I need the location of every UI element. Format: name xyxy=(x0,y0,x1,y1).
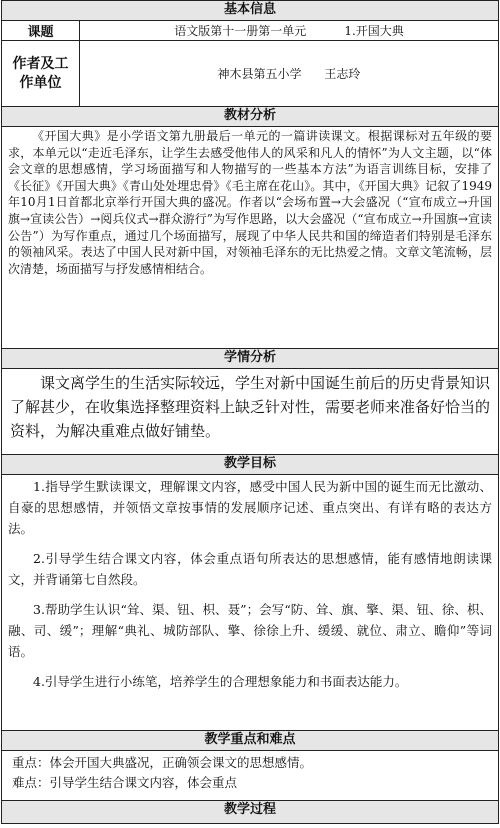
topic-value: 语文版第十一册第一单元 1.开国大典 xyxy=(174,24,404,38)
objective-item-1: 1.指导学生默读课文，理解课文内容，感受中国人民为新中国的诞生而无比激动、自豪的思想感情，并领悟文章按事情的发展顺序记述、重点突出、有详有略的表达方法。 xyxy=(8,479,492,536)
lesson-plan-table xyxy=(1,0,499,824)
author-label: 作者及工作单位 xyxy=(2,41,80,106)
topic-row xyxy=(2,21,498,41)
basic-info-header: 基本信息 xyxy=(2,1,498,21)
objective-item-4: 4.引导学生进行小练笔，培养学生的合理想象能力和书面表达能力。 xyxy=(33,674,408,689)
material-text: 《开国大典》是小学语文第九册最后一单元的一篇讲读课文。根据课标对五年级的要求，本单元以“走近毛泽东，让学生去感受他伟人的风采和凡人的情怀”为人文主题，以“体会文章的思想感情，学习场面描写和人物描写的一些基本方法”为语言训练目标，安排了《长征》《开国大典》《青山处处埋忠骨》《毛主席在花山》。其中，《开国大典》记叙了1949年10月1日首都北京举行开国大典的盛况。作者以“会场布置→大会盛况（“宣布成立→升国旗→宣读公告）→阅兵仪式→群众游行”为写作思路，以大会盛况（“宣布成立→升国旗→宣读公告”）为写作重点，通过几个场面描写，展现了中华人民共和国的缔造者们特别是毛泽东的领袖风采。表达了中国人民对新中国，对领袖毛泽东的无比热爱之情。文章文笔流畅，层次清楚，场面描写与抒发感情相结合。 xyxy=(2,127,498,349)
student-text: 课文离学生的生活实际较远，学生对新中国诞生前后的历史背景知识了解甚少，在收集选择整理资料上缺乏针对性，需要老师来准备好恰当的资料，为解决重难点做好铺垫。 xyxy=(2,369,498,455)
author-value: 神木县第五小学 王志玲 xyxy=(217,67,361,81)
objectives-list xyxy=(2,475,498,731)
keypoints-body xyxy=(2,751,498,801)
objective-item-2: 2.引导学生结合课文内容，体会重点语句所表达的思想感情，能有感情地朗读课文，并背诵第七自然段。 xyxy=(8,551,492,587)
process-header: 教学过程 xyxy=(2,801,498,823)
author-row xyxy=(2,41,498,107)
student-header: 学情分析 xyxy=(2,349,498,369)
keypoints-header: 教学重点和难点 xyxy=(2,731,498,751)
focus-text: 重点：体会开国大典盛况，正确领会课文的思想感情。 xyxy=(12,755,313,770)
topic-label: 课题 xyxy=(2,21,80,40)
difficulty-text: 难点：引导学生结合课文内容，体会重点 xyxy=(12,775,238,790)
objectives-header: 教学目标 xyxy=(2,455,498,475)
material-header: 教材分析 xyxy=(2,107,498,127)
objective-item-3: 3.帮助学生认识“耸、渠、钮、枳、聂”；会写“防、耸、旗、擎、渠、钮、徐、枳、融、司、缓”；理解“典礼、城防部队、擎、徐徐上升、缓缓、就位、肃立、瞻仰”等词语。 xyxy=(8,602,492,659)
